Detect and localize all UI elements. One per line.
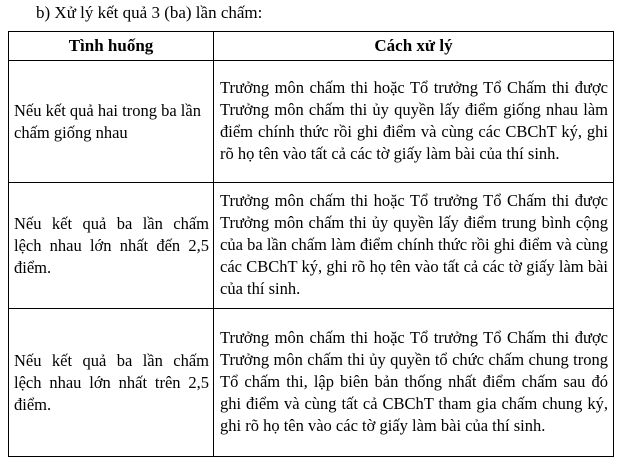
table-row — [9, 61, 614, 183]
column-header-handling: Cách xử lý — [214, 32, 614, 61]
situation-cell: Nếu kết quả hai trong ba lần chấm giống nhau — [9, 61, 214, 183]
column-header-situation: Tình huống — [9, 32, 214, 61]
handling-cell: Trưởng môn chấm thi hoặc Tổ trưởng Tổ Chấm thi được Trưởng môn chấm thi ủy quyền lấy điểm trung bình cộng của ba lần chấm làm điểm chính thức rồi ghi điểm và cùng các CBChT ký, ghi rõ họ tên vào tất cả các tờ giấy làm bài của thí sinh. — [214, 183, 614, 309]
handling-cell: Trưởng môn chấm thi hoặc Tổ trưởng Tổ Chấm thi được Trưởng môn chấm thi ủy quyền tổ chức chấm chung trong Tổ chấm thi, lập biên bản thống nhất điểm chấm sau đó ghi điểm và cùng tất cả CBChT tham gia chấm chung ký, ghi rõ họ tên vào các tờ giấy làm bài của thí sinh. — [214, 309, 614, 457]
handling-cell: Trưởng môn chấm thi hoặc Tổ trưởng Tổ Chấm thi được Trưởng môn chấm thi ủy quyền lấy điểm giống nhau làm điểm chính thức rồi ghi điểm và cùng các CBChT ký, ghi rõ họ tên vào tất cả các tờ giấy làm bài của thí sinh. — [214, 61, 614, 183]
grading-rules-table — [8, 31, 614, 457]
situation-cell: Nếu kết quả ba lần chấm lệch nhau lớn nhất trên 2,5 điểm. — [9, 309, 214, 457]
situation-cell: Nếu kết quả ba lần chấm lệch nhau lớn nhất đến 2,5 điểm. — [9, 183, 214, 309]
section-heading: b) Xử lý kết quả 3 (ba) lần chấm: — [36, 3, 263, 22]
table-header-row — [9, 32, 614, 61]
table-row — [9, 309, 614, 457]
table-row — [9, 183, 614, 309]
